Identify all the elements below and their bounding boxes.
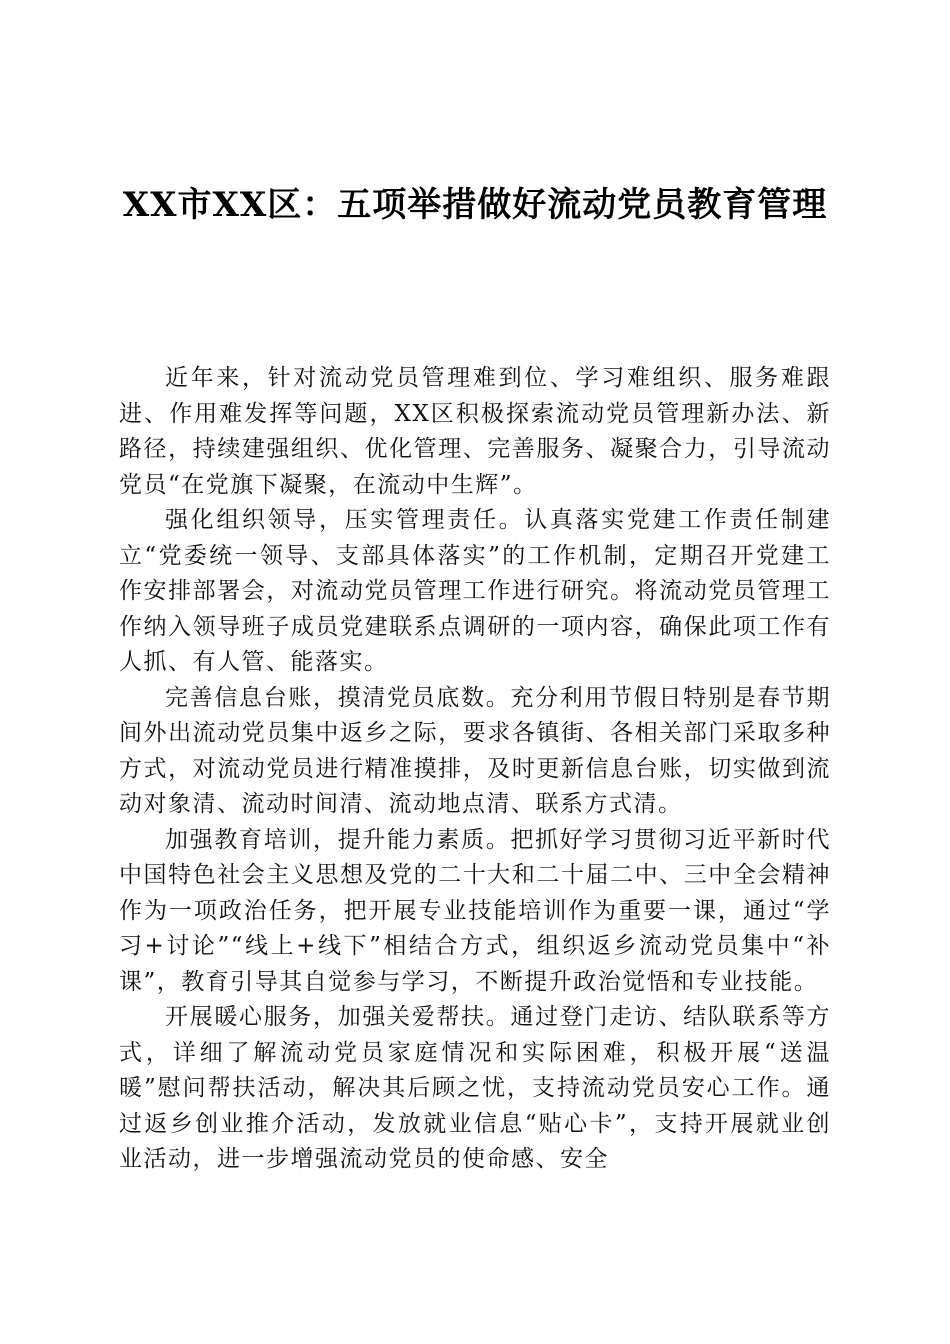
paragraph-information-ledger: 完善信息台账，摸清党员底数。充分利用节假日特别是春节期间外出流动党员集中返乡之际，要求各镇街、各相关部门采取多种方式，对流动党员进行精准摸排，及时更新信息台账，切实做到流动对象清、流动时间清、流动地点清、联系方式清。	[119, 684, 831, 817]
paragraph-organization-leadership: 强化组织领导，压实管理责任。认真落实党建工作责任制建立“党委统一领导、支部具体落实”的工作机制，定期召开党建工作安排部署会，对流动党员管理工作进行研究。将流动党员管理工作纳入领导班子成员党建联系点调研的一项内容，确保此项工作有人抓、有人管、能落实。	[119, 507, 831, 675]
document-title: XX市XX区：五项举措做好流动党员教育管理	[122, 185, 828, 225]
document-body	[119, 361, 831, 1178]
paragraph-intro: 近年来，针对流动党员管理难到位、学习难组织、服务难跟进、作用难发挥等问题，XX区积极探索流动党员管理新办法、新路径，持续建强组织、优化管理、完善服务、凝聚合力，引导流动党员“在党旗下凝聚，在流动中生辉”。	[119, 365, 831, 498]
paragraph-education-training: 加强教育培训，提升能力素质。把抓好学习贯彻习近平新时代中国特色社会主义思想及党的二十大和二十届二中、三中全会精神作为一项政治任务，把开展专业技能培训作为重要一课，通过“学习+讨论”“线上+线下”相结合方式，组织返乡流动党员集中“补课”，教育引导其自觉参与学习，不断提升政治觉悟和专业技能。	[119, 826, 831, 995]
paragraph-caring-service: 开展暖心服务，加强关爱帮扶。通过登门走访、结队联系等方式，详细了解流动党员家庭情况和实际困难，积极开展“送温暖”慰问帮扶活动，解决其后顾之忧，支持流动党员安心工作。通过返乡创业推介活动，发放就业信息“贴心卡”，支持开展就业创业活动，进一步增强流动党员的使命感、安全	[119, 1004, 831, 1172]
